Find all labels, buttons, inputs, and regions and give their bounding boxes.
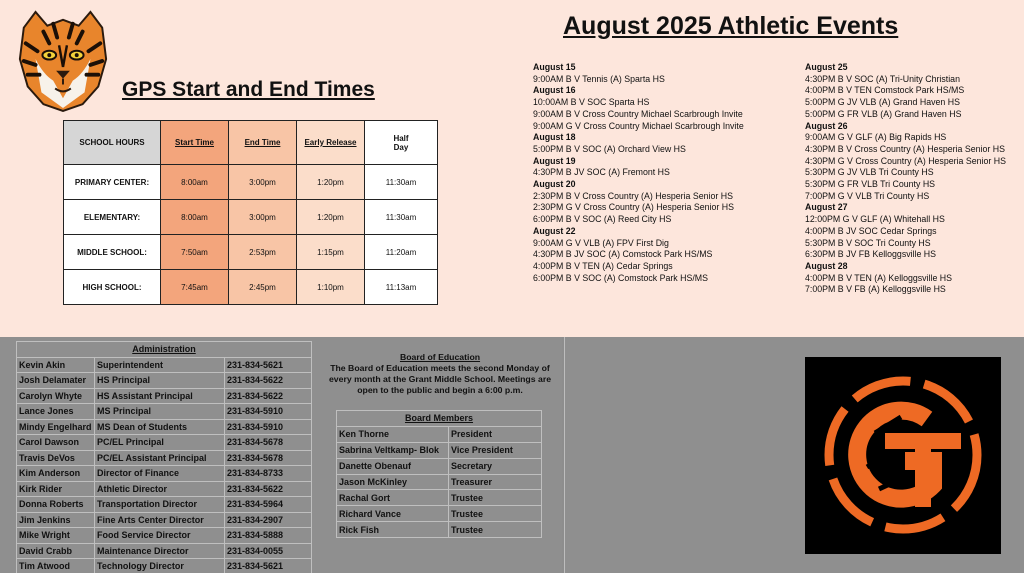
- event-date: August 19: [533, 155, 576, 166]
- hours-cell: PRIMARY CENTER:: [64, 165, 161, 200]
- table-row: [337, 458, 542, 474]
- event-item: 4:30PM G V Cross Country (A) Hesperia Senior HS: [805, 155, 1006, 166]
- admin-name: Mindy Engelhard: [17, 419, 95, 435]
- events-column-left: [533, 62, 744, 284]
- admin-name: Kirk Rider: [17, 481, 95, 497]
- admin-role: MS Principal: [95, 404, 225, 420]
- event-date: August 18: [533, 132, 576, 143]
- table-row: [337, 522, 542, 538]
- table-row: [337, 426, 542, 442]
- hours-cell: 1:15pm: [297, 235, 365, 270]
- table-row: [17, 528, 312, 544]
- event-item: 9:00AM B V Cross Country Michael Scarbrough Invite: [533, 108, 743, 119]
- event-item: 6:30PM B JV FB Kelloggsville HS: [805, 249, 937, 260]
- admin-role: Maintenance Director: [95, 543, 225, 559]
- member-role: President: [449, 426, 542, 442]
- admin-phone: 231-834-5621: [225, 357, 312, 373]
- admin-name: Kevin Akin: [17, 357, 95, 373]
- table-row: [17, 543, 312, 559]
- event-item: 5:30PM G FR VLB Tri County HS: [805, 179, 936, 190]
- hours-cell: 3:00pm: [229, 165, 297, 200]
- admin-role: Transportation Director: [95, 497, 225, 513]
- event-item: 4:30PM B JV SOC (A) Comstock Park HS/MS: [533, 249, 713, 260]
- event-date: August 25: [805, 62, 848, 72]
- admin-phone: 231-834-8733: [225, 466, 312, 482]
- admin-phone: 231-834-5622: [225, 481, 312, 497]
- table-row: [17, 435, 312, 451]
- event-item: 12:00PM G V GLF (A) Whitehall HS: [805, 214, 945, 225]
- admin-role: PC/EL Assistant Principal: [95, 450, 225, 466]
- member-name: Richard Vance: [337, 506, 449, 522]
- hours-header-end: End Time: [229, 121, 297, 165]
- event-item: 4:30PM B V Cross Country (A) Hesperia Senior HS: [805, 143, 1005, 154]
- admin-name: David Crabb: [17, 543, 95, 559]
- member-role: Treasurer: [449, 474, 542, 490]
- event-item: 10:00AM B V SOC Sparta HS: [533, 97, 650, 108]
- event-date: August 22: [533, 225, 576, 236]
- board-members-title: Board Members: [337, 411, 542, 427]
- admin-phone: 231-834-5888: [225, 528, 312, 544]
- table-row: [17, 357, 312, 373]
- board-members-header-row: [337, 411, 542, 427]
- board-of-education-text: The Board of Education meets the second Monday of every month at the Grant Middle School. Meetings are open to the public and begin a 6:00 p.m.: [328, 363, 552, 395]
- table-row: [337, 490, 542, 506]
- hours-cell: 11:30am: [365, 200, 438, 235]
- event-item: 2:30PM G V Cross Country (A) Hesperia Senior HS: [533, 202, 734, 213]
- hours-cell: 1:20pm: [297, 165, 365, 200]
- admin-phone: 231-834-5910: [225, 404, 312, 420]
- member-name: Jason McKinley: [337, 474, 449, 490]
- admin-role: Athletic Director: [95, 481, 225, 497]
- table-row: [17, 497, 312, 513]
- event-item: 6:00PM B V SOC (A) Reed City HS: [533, 214, 672, 225]
- event-item: 4:00PM B V TEN Comstock Park HS/MS: [805, 85, 965, 96]
- member-name: Rick Fish: [337, 522, 449, 538]
- member-name: Danette Obenauf: [337, 458, 449, 474]
- admin-phone: 231-834-5678: [225, 435, 312, 451]
- admin-name: Donna Roberts: [17, 497, 95, 513]
- hours-cell: HIGH SCHOOL:: [64, 270, 161, 305]
- admin-role: HS Principal: [95, 373, 225, 389]
- admin-role: PC/EL Principal: [95, 435, 225, 451]
- administration-header-row: [17, 342, 312, 358]
- member-role: Vice President: [449, 442, 542, 458]
- admin-name: Mike Wright: [17, 528, 95, 544]
- hours-header-half: [365, 121, 438, 165]
- event-item: 9:00AM G V GLF (A) Big Rapids HS: [805, 132, 947, 143]
- board-members-table: [336, 410, 542, 538]
- table-row: [337, 506, 542, 522]
- table-row: [64, 200, 438, 235]
- admin-role: Superintendent: [95, 357, 225, 373]
- admin-phone: 231-834-5622: [225, 373, 312, 389]
- admin-name: Travis DeVos: [17, 450, 95, 466]
- member-role: Trustee: [449, 506, 542, 522]
- hours-cell: 11:20am: [365, 235, 438, 270]
- hours-cell: 7:45am: [161, 270, 229, 305]
- member-role: Secretary: [449, 458, 542, 474]
- admin-phone: 231-834-5678: [225, 450, 312, 466]
- board-of-education-notice: [322, 352, 558, 396]
- table-row: [17, 559, 312, 573]
- hours-cell: 2:53pm: [229, 235, 297, 270]
- member-role: Trustee: [449, 490, 542, 506]
- event-date: August 27: [805, 202, 848, 213]
- table-row: [17, 419, 312, 435]
- table-row: [17, 466, 312, 482]
- gt-logo-panel: [805, 357, 1001, 554]
- admin-phone: 231-834-5910: [225, 419, 312, 435]
- tiger-mascot-icon: [14, 10, 112, 112]
- hours-header-half-label: Half Day: [393, 133, 409, 152]
- member-name: Ken Thorne: [337, 426, 449, 442]
- event-item: 2:30PM B V Cross Country (A) Hesperia Senior HS: [533, 190, 733, 201]
- event-item: 4:00PM B V TEN (A) Kelloggsville HS: [805, 272, 952, 283]
- hours-cell: 3:00pm: [229, 200, 297, 235]
- admin-name: Jim Jenkins: [17, 512, 95, 528]
- table-row: [64, 270, 438, 305]
- table-row: [17, 450, 312, 466]
- admin-phone: 231-834-5621: [225, 559, 312, 573]
- table-row: [17, 481, 312, 497]
- member-name: Rachal Gort: [337, 490, 449, 506]
- gt-logo-icon: [805, 357, 1001, 554]
- admin-role: HS Assistant Principal: [95, 388, 225, 404]
- admin-role: Food Service Director: [95, 528, 225, 544]
- admin-name: Kim Anderson: [17, 466, 95, 482]
- event-item: 5:00PM G FR VLB (A) Grand Haven HS: [805, 108, 962, 119]
- event-item: 5:00PM B V SOC (A) Orchard View HS: [533, 143, 686, 154]
- admin-phone: 231-834-5622: [225, 388, 312, 404]
- table-row: [337, 442, 542, 458]
- hours-cell: 8:00am: [161, 165, 229, 200]
- hours-cell: 7:50am: [161, 235, 229, 270]
- member-name: Sabrina Veltkamp- Blok: [337, 442, 449, 458]
- events-column-right: [805, 62, 1006, 296]
- admin-name: Josh Delamater: [17, 373, 95, 389]
- event-item: 7:00PM G V VLB Tri County HS: [805, 190, 930, 201]
- admin-name: Carolyn Whyte: [17, 388, 95, 404]
- event-item: 5:30PM G JV VLB Tri County HS: [805, 167, 934, 178]
- admin-phone: 231-834-0055: [225, 543, 312, 559]
- table-row: [17, 404, 312, 420]
- hours-header-early: Early Release: [297, 121, 365, 165]
- event-item: 4:00PM B V TEN (A) Cedar Springs: [533, 260, 673, 271]
- administration-table: [16, 341, 312, 573]
- admin-phone: 231-834-5964: [225, 497, 312, 513]
- event-item: 9:00AM G V VLB (A) FPV First Dig: [533, 237, 669, 248]
- table-row: [17, 388, 312, 404]
- event-item: 4:30PM B JV SOC (A) Fremont HS: [533, 167, 670, 178]
- event-item: 5:30PM B V SOC Tri County HS: [805, 237, 931, 248]
- table-row: [17, 373, 312, 389]
- admin-name: Lance Jones: [17, 404, 95, 420]
- event-item: 6:00PM B V SOC (A) Comstock Park HS/MS: [533, 272, 709, 283]
- hours-cell: 11:30am: [365, 165, 438, 200]
- hours-cell: 2:45pm: [229, 270, 297, 305]
- admin-role: Technology Director: [95, 559, 225, 573]
- hours-cell: MIDDLE SCHOOL:: [64, 235, 161, 270]
- table-row: [17, 512, 312, 528]
- hours-cell: ELEMENTARY:: [64, 200, 161, 235]
- hours-header-start: Start Time: [161, 121, 229, 165]
- event-item: 4:00PM B JV SOC Cedar Springs: [805, 225, 937, 236]
- school-hours-header-row: [64, 121, 438, 165]
- member-role: Trustee: [449, 522, 542, 538]
- hours-header-school: SCHOOL HOURS: [64, 121, 161, 165]
- event-item: 9:00AM B V Tennis (A) Sparta HS: [533, 73, 665, 84]
- event-date: August 15: [533, 62, 576, 72]
- admin-role: Fine Arts Center Director: [95, 512, 225, 528]
- hours-cell: 11:13am: [365, 270, 438, 305]
- admin-phone: 231-834-2907: [225, 512, 312, 528]
- event-item: 7:00PM B V FB (A) Kelloggsville HS: [805, 284, 946, 295]
- event-item: 5:00PM G JV VLB (A) Grand Haven HS: [805, 97, 960, 108]
- admin-name: Carol Dawson: [17, 435, 95, 451]
- hours-cell: 1:20pm: [297, 200, 365, 235]
- table-row: [64, 165, 438, 200]
- table-row: [337, 474, 542, 490]
- admin-name: Tim Atwood: [17, 559, 95, 573]
- table-row: [64, 235, 438, 270]
- school-hours-table: [63, 120, 438, 305]
- hours-cell: 8:00am: [161, 200, 229, 235]
- gps-title: GPS Start and End Times: [122, 78, 375, 101]
- event-date: August 28: [805, 260, 848, 271]
- event-date: August 16: [533, 85, 576, 96]
- admin-role: Director of Finance: [95, 466, 225, 482]
- administration-title: Administration: [17, 342, 312, 358]
- event-item: 9:00AM G V Cross Country Michael Scarbrough Invite: [533, 120, 744, 131]
- event-item: 4:30PM B V SOC (A) Tri-Unity Christian: [805, 73, 960, 84]
- events-title: August 2025 Athletic Events: [563, 12, 899, 40]
- board-of-education-title: Board of Education: [399, 352, 481, 362]
- event-date: August 20: [533, 179, 576, 190]
- hours-cell: 1:10pm: [297, 270, 365, 305]
- event-date: August 26: [805, 120, 848, 131]
- admin-role: MS Dean of Students: [95, 419, 225, 435]
